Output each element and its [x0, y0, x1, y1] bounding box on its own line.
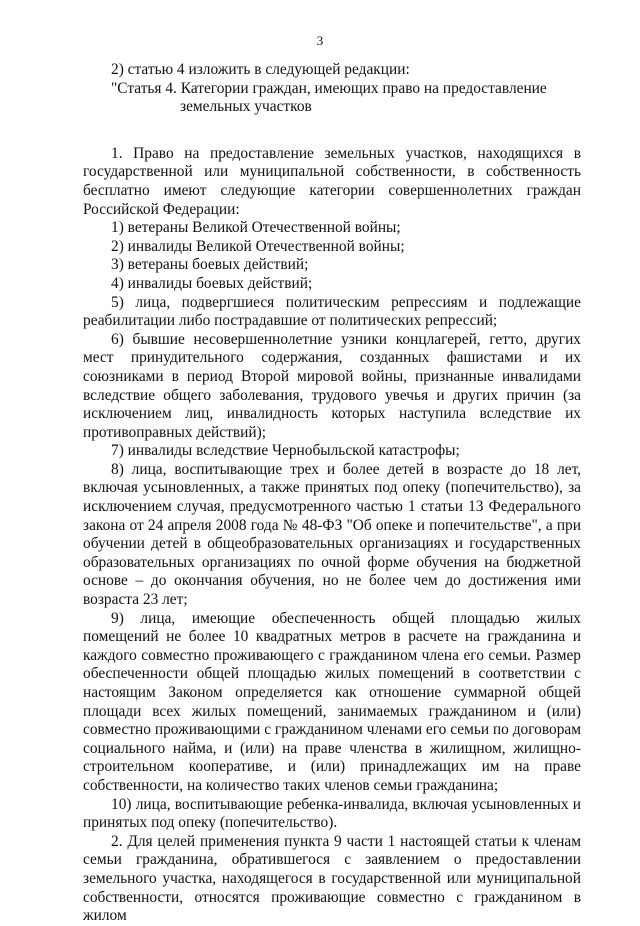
list-item: 8) лица, воспитывающие трех и более детей в возрасте до 18 лет, включая усыновленных, а также принятых под опеку (попечительство), за исключением случая, предусмотренного частью 1 статьи 13 Федерального закона от 24 апреля 2008 года № 48-ФЗ "Об опеке и попечительстве", а при обучении детей в общеобразовательных организациях и государственных образовательных организациях по очной форме обучения на бюджетной основе – до окончания обучения, но не более чем до достижения ими возраста 23 лет;: [83, 460, 581, 609]
list-item: 9) лица, имеющие обеспеченность общей площадью жилых помещений не более 10 квадратных метров в расчете на гражданина и каждого совместно проживающего с гражданином члена его семьи. Размер обеспеченности общей площадью жилых помещений в соответствии с настоящим Законом определяется как отношение суммарной общей площади всех жилых помещений, занимаемых гражданином и (или) совместно проживающими с гражданином членами его семьи по договорам социального найма, и (или) на праве членства в жилищном, жилищно-строительном кооперативе, и (или) принадлежащих им на праве собственности, на количество таких членов семьи гражданина;: [83, 609, 581, 794]
document-body: [83, 61, 581, 926]
list-item: 4) инвалиды боевых действий;: [111, 274, 313, 292]
amendment-intro: 2) статью 4 изложить в следующей редакции:: [111, 61, 410, 78]
article-title-line1: "Статья 4. Категории граждан, имеющих право на предоставление: [111, 79, 547, 97]
article-title-line2: земельных участков: [180, 98, 312, 116]
list-item: 7) инвалиды вследствие Чернобыльской катастрофы;: [111, 442, 460, 460]
list-item: 6) бывшие несовершеннолетние узники концлагерей, гетто, других мест принудительного содержания, созданных фашистами и их союзниками в период Второй мировой войны, признанные инвалидами вследствие общего заболевания, трудового увечья и других причин (за исключением лиц, инвалидность которых наступила вследствие их противоправных действий);: [83, 330, 581, 441]
list-item: 3) ветераны боевых действий;: [111, 256, 309, 274]
spacer: [83, 117, 581, 145]
page-number: 3: [316, 33, 324, 48]
list-item: 1) ветераны Великой Отечественной войны;: [111, 219, 401, 237]
list-item: 10) лица, воспитывающие ребенка-инвалида, включая усыновленных и принятых под опеку (попечительство).: [83, 795, 581, 832]
list-item: 2) инвалиды Великой Отечественной войны;: [111, 237, 405, 255]
paragraph-part-1: 1. Право на предоставление земельных участков, находящихся в государственной или муниципальной собственности, в собственность бесплатно имеют следующие категории совершеннолетних граждан Российской Федерации:: [83, 144, 581, 218]
article-title: [83, 80, 581, 117]
list-item: 5) лица, подвергшиеся политическим репрессиям и подлежащие реабилитации либо пострадавшие от политических репрессий;: [83, 293, 581, 330]
paragraph-part-2: 2. Для целей применения пункта 9 части 1 настоящей статьи к членам семьи гражданина, обратившегося с заявлением о предоставлении земельного участка, находящегося в государственной или муниципальной собственности, относятся проживающие совместно с гражданином в жилом: [83, 832, 581, 925]
